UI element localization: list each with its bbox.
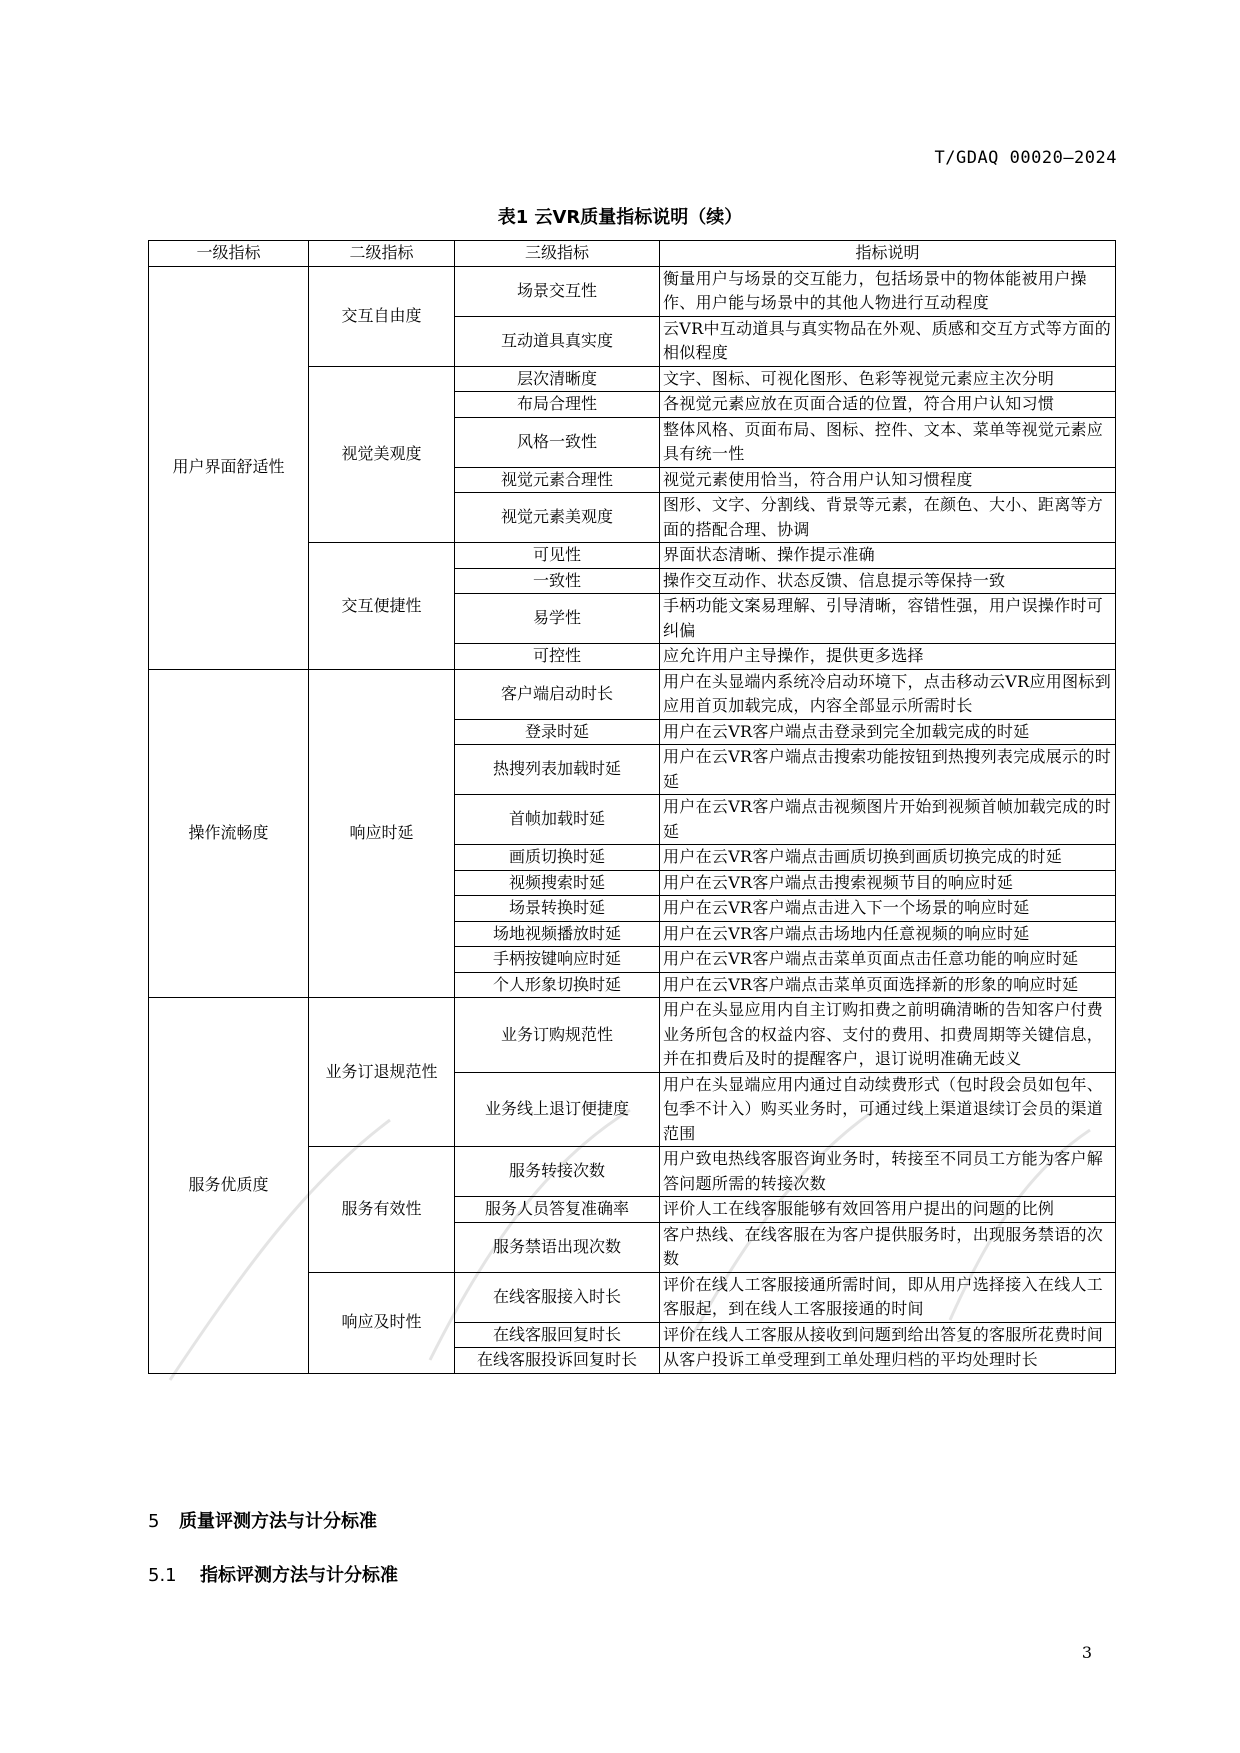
desc-cell: 用户在云VR客户端点击进入下一个场景的响应时延 bbox=[660, 896, 1116, 922]
level3-cell: 在线客服投诉回复时长 bbox=[455, 1348, 660, 1374]
section-5-1-heading bbox=[148, 1561, 398, 1587]
level3-cell: 首帧加载时延 bbox=[455, 795, 660, 845]
level3-cell: 一致性 bbox=[455, 568, 660, 594]
level2-cell: 服务有效性 bbox=[309, 1147, 455, 1273]
level1-cell: 操作流畅度 bbox=[149, 669, 309, 998]
level3-cell: 可控性 bbox=[455, 644, 660, 670]
level3-cell: 易学性 bbox=[455, 594, 660, 644]
desc-cell: 用户致电热线客服咨询业务时，转接至不同员工方能为客户解答问题所需的转接次数 bbox=[660, 1147, 1116, 1197]
table-row bbox=[149, 669, 1116, 719]
desc-cell: 用户在云VR客户端点击登录到完全加载完成的时延 bbox=[660, 719, 1116, 745]
level3-cell: 视频搜索时延 bbox=[455, 870, 660, 896]
level3-cell: 层次清晰度 bbox=[455, 366, 660, 392]
level3-cell: 服务转接次数 bbox=[455, 1147, 660, 1197]
level3-cell: 场地视频播放时延 bbox=[455, 921, 660, 947]
level2-cell: 响应时延 bbox=[309, 669, 455, 998]
desc-cell: 整体风格、页面布局、图标、控件、文本、菜单等视觉元素应具有统一性 bbox=[660, 417, 1116, 467]
level3-cell: 在线客服回复时长 bbox=[455, 1322, 660, 1348]
level1-cell: 用户界面舒适性 bbox=[149, 266, 309, 669]
desc-cell: 各视觉元素应放在页面合适的位置，符合用户认知习惯 bbox=[660, 392, 1116, 418]
desc-cell: 用户在头显端内系统冷启动环境下，点击移动云VR应用图标到应用首页加载完成，内容全部显示所需时长 bbox=[660, 669, 1116, 719]
col-header-l2: 二级指标 bbox=[309, 241, 455, 267]
table-row bbox=[149, 998, 1116, 1073]
page-number: 3 bbox=[1081, 1643, 1092, 1662]
level2-cell: 交互自由度 bbox=[309, 266, 455, 366]
level3-cell: 画质切换时延 bbox=[455, 845, 660, 871]
level3-cell: 登录时延 bbox=[455, 719, 660, 745]
level3-cell: 业务线上退订便捷度 bbox=[455, 1072, 660, 1147]
table-title: 表1 云VR质量指标说明（续） bbox=[497, 207, 743, 228]
level3-cell: 在线客服接入时长 bbox=[455, 1272, 660, 1322]
section-number: 5 bbox=[148, 1511, 160, 1532]
level2-cell: 业务订退规范性 bbox=[309, 998, 455, 1147]
col-header-desc: 指标说明 bbox=[660, 241, 1116, 267]
desc-cell: 从客户投诉工单受理到工单处理归档的平均处理时长 bbox=[660, 1348, 1116, 1374]
level3-cell: 视觉元素合理性 bbox=[455, 467, 660, 493]
table-row bbox=[149, 266, 1116, 316]
level3-cell: 互动道具真实度 bbox=[455, 316, 660, 366]
level2-cell: 响应及时性 bbox=[309, 1272, 455, 1373]
desc-cell: 用户在云VR客户端点击搜索视频节目的响应时延 bbox=[660, 870, 1116, 896]
quality-indicator-table bbox=[148, 240, 1116, 1374]
col-header-l1: 一级指标 bbox=[149, 241, 309, 267]
level2-cell: 交互便捷性 bbox=[309, 543, 455, 670]
level2-cell: 视觉美观度 bbox=[309, 366, 455, 543]
desc-cell: 视觉元素使用恰当，符合用户认知习惯程度 bbox=[660, 467, 1116, 493]
level3-cell: 风格一致性 bbox=[455, 417, 660, 467]
section-title: 质量评测方法与计分标准 bbox=[179, 1511, 377, 1532]
desc-cell: 操作交互动作、状态反馈、信息提示等保持一致 bbox=[660, 568, 1116, 594]
desc-cell: 用户在云VR客户端点击搜索功能按钮到热搜列表完成展示的时延 bbox=[660, 745, 1116, 795]
desc-cell: 应允许用户主导操作，提供更多选择 bbox=[660, 644, 1116, 670]
level3-cell: 客户端启动时长 bbox=[455, 669, 660, 719]
desc-cell: 用户在云VR客户端点击菜单页面选择新的形象的响应时延 bbox=[660, 972, 1116, 998]
section-5-heading bbox=[148, 1507, 377, 1533]
desc-cell: 文字、图标、可视化图形、色彩等视觉元素应主次分明 bbox=[660, 366, 1116, 392]
col-header-l3: 三级指标 bbox=[455, 241, 660, 267]
desc-cell: 用户在云VR客户端点击场地内任意视频的响应时延 bbox=[660, 921, 1116, 947]
level3-cell: 服务禁语出现次数 bbox=[455, 1222, 660, 1272]
desc-cell: 评价人工在线客服能够有效回答用户提出的问题的比例 bbox=[660, 1197, 1116, 1223]
desc-cell: 用户在云VR客户端点击画质切换到画质切换完成的时延 bbox=[660, 845, 1116, 871]
desc-cell: 云VR中互动道具与真实物品在外观、质感和交互方式等方面的相似程度 bbox=[660, 316, 1116, 366]
level1-cell: 服务优质度 bbox=[149, 998, 309, 1374]
section-number: 5.1 bbox=[148, 1565, 177, 1586]
level3-cell: 业务订购规范性 bbox=[455, 998, 660, 1073]
desc-cell: 用户在头显端应用内通过自动续费形式（包时段会员如包年、包季不计入）购买业务时，可通过线上渠道退续订会员的渠道范围 bbox=[660, 1072, 1116, 1147]
desc-cell: 手柄功能文案易理解、引导清晰，容错性强，用户误操作时可纠偏 bbox=[660, 594, 1116, 644]
desc-cell: 用户在云VR客户端点击视频图片开始到视频首帧加载完成的时延 bbox=[660, 795, 1116, 845]
level3-cell: 可见性 bbox=[455, 543, 660, 569]
desc-cell: 图形、文字、分割线、背景等元素，在颜色、大小、距离等方面的搭配合理、协调 bbox=[660, 493, 1116, 543]
desc-cell: 界面状态清晰、操作提示准确 bbox=[660, 543, 1116, 569]
level3-cell: 布局合理性 bbox=[455, 392, 660, 418]
desc-cell: 用户在头显应用内自主订购扣费之前明确清晰的告知客户付费业务所包含的权益内容、支付的费用、扣费周期等关键信息，并在扣费后及时的提醒客户，退订说明准确无歧义 bbox=[660, 998, 1116, 1073]
desc-cell: 用户在云VR客户端点击菜单页面点击任意功能的响应时延 bbox=[660, 947, 1116, 973]
level3-cell: 热搜列表加载时延 bbox=[455, 745, 660, 795]
desc-cell: 衡量用户与场景的交互能力，包括场景中的物体能被用户操作、用户能与场景中的其他人物进行互动程度 bbox=[660, 266, 1116, 316]
level3-cell: 视觉元素美观度 bbox=[455, 493, 660, 543]
level3-cell: 手柄按键响应时延 bbox=[455, 947, 660, 973]
desc-cell: 评价在线人工客服接通所需时间，即从用户选择接入在线人工客服起，到在线人工客服接通的时间 bbox=[660, 1272, 1116, 1322]
section-title: 指标评测方法与计分标准 bbox=[200, 1565, 398, 1586]
level3-cell: 个人形象切换时延 bbox=[455, 972, 660, 998]
level3-cell: 场景转换时延 bbox=[455, 896, 660, 922]
desc-cell: 评价在线人工客服从接收到问题到给出答复的客服所花费时间 bbox=[660, 1322, 1116, 1348]
level3-cell: 场景交互性 bbox=[455, 266, 660, 316]
level3-cell: 服务人员答复准确率 bbox=[455, 1197, 660, 1223]
standard-code: T/GDAQ 00020—2024 bbox=[934, 148, 1117, 168]
desc-cell: 客户热线、在线客服在为客户提供服务时，出现服务禁语的次数 bbox=[660, 1222, 1116, 1272]
